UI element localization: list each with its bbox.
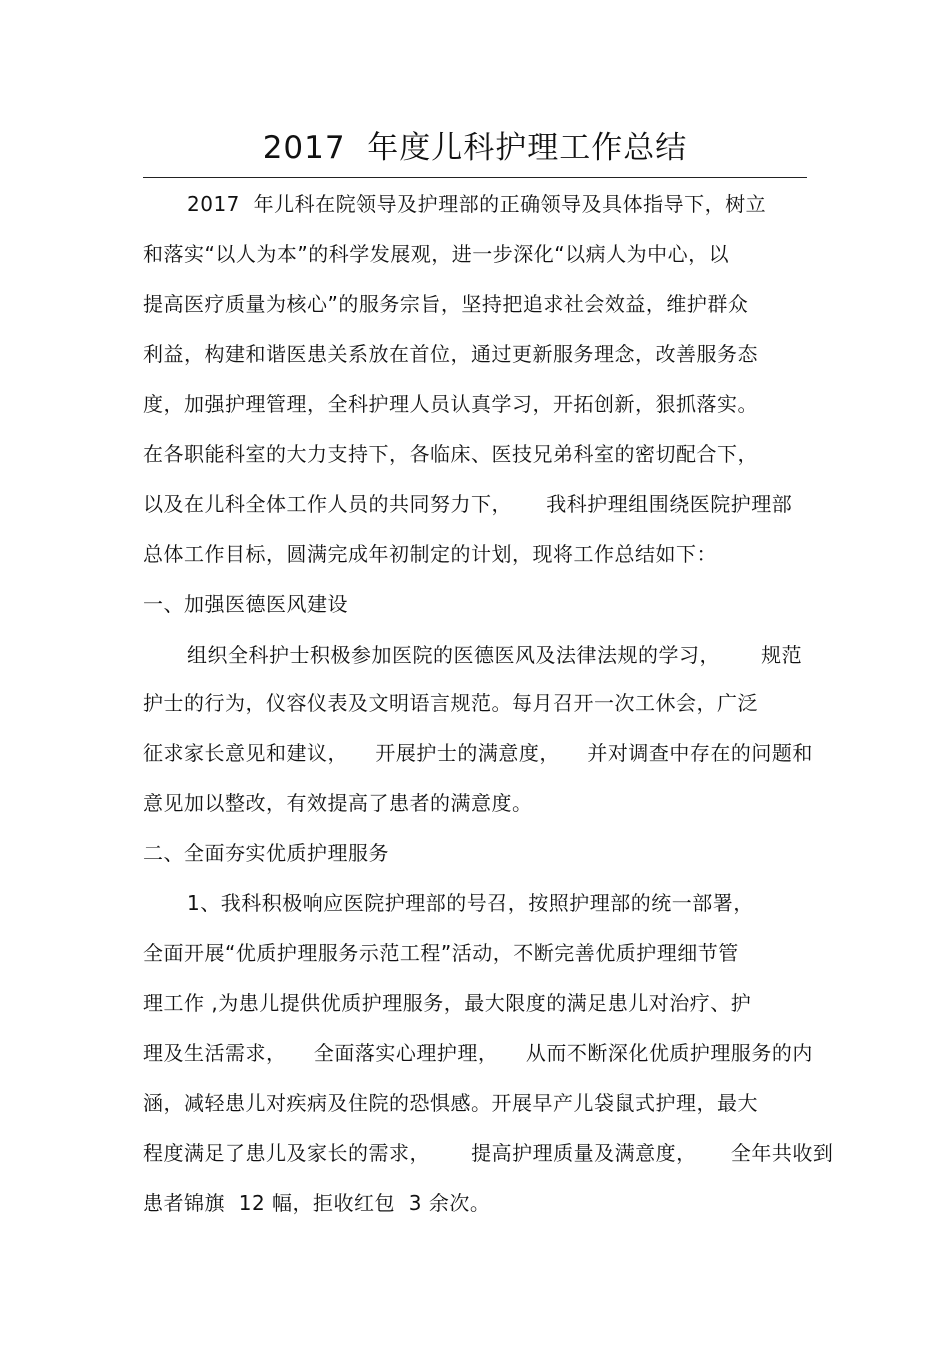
paragraph-line: 患者锦旗 12 幅，拒收红包 3 余次。 <box>143 1191 491 1215</box>
paragraph-line: 程度满足了患儿及家长的需求， 提高护理质量及满意度， 全年共收到 <box>143 1141 834 1165</box>
paragraph-line: 总体工作目标，圆满完成年初制定的计划，现将工作总结如下： <box>143 542 717 566</box>
paragraph-line: 意见加以整改，有效提高了患者的满意度。 <box>143 791 533 815</box>
paragraph-line: 和落实“以人为本”的科学发展观，进一步深化“以病人为中心，以 <box>143 242 730 266</box>
document-title: 2017 年度儿科护理工作总结 <box>262 130 688 166</box>
section-heading: 二、全面夯实优质护理服务 <box>143 841 389 865</box>
paragraph-line: 以及在儿科全体工作人员的共同努力下， 我科护理组围绕医院护理部 <box>143 492 793 516</box>
paragraph-line: 护士的行为，仪容仪表及文明语言规范。每月召开一次工休会，广泛 <box>143 691 758 715</box>
paragraph-line: 理及生活需求， 全面落实心理护理， 从而不断深化优质护理服务的内 <box>143 1041 813 1065</box>
paragraph-line: 1、我科积极响应医院护理部的号召，按照护理部的统一部署， <box>187 891 754 915</box>
paragraph-line: 理工作 ,为患儿提供优质护理服务，最大限度的满足患儿对治疗、护 <box>143 991 752 1015</box>
paragraph-line: 组织全科护士积极参加医院的医德医风及法律法规的学习， 规范 <box>187 643 803 667</box>
paragraph-line: 全面开展“优质护理服务示范工程”活动，不断完善优质护理细节管 <box>143 941 739 965</box>
paragraph-line: 度，加强护理管理，全科护理人员认真学习，开拓创新，狠抓落实。 <box>143 392 758 416</box>
section-heading: 一、加强医德医风建设 <box>143 592 348 616</box>
paragraph-line: 利益，构建和谐医患关系放在首位，通过更新服务理念，改善服务态 <box>143 342 758 366</box>
paragraph-line: 在各职能科室的大力支持下，各临床、医技兄弟科室的密切配合下， <box>143 442 758 466</box>
paragraph-line: 征求家长意见和建议， 开展护士的满意度， 并对调查中存在的问题和 <box>143 741 813 765</box>
paragraph-line: 2017 年儿科在院领导及护理部的正确领导及具体指导下，树立 <box>187 192 767 216</box>
title-divider <box>143 177 807 178</box>
paragraph-line: 提高医疗质量为核心”的服务宗旨，坚持把追求社会效益，维护群众 <box>143 292 749 316</box>
paragraph-line: 涵，减轻患儿对疾病及住院的恐惧感。开展早产儿袋鼠式护理，最大 <box>143 1091 758 1115</box>
